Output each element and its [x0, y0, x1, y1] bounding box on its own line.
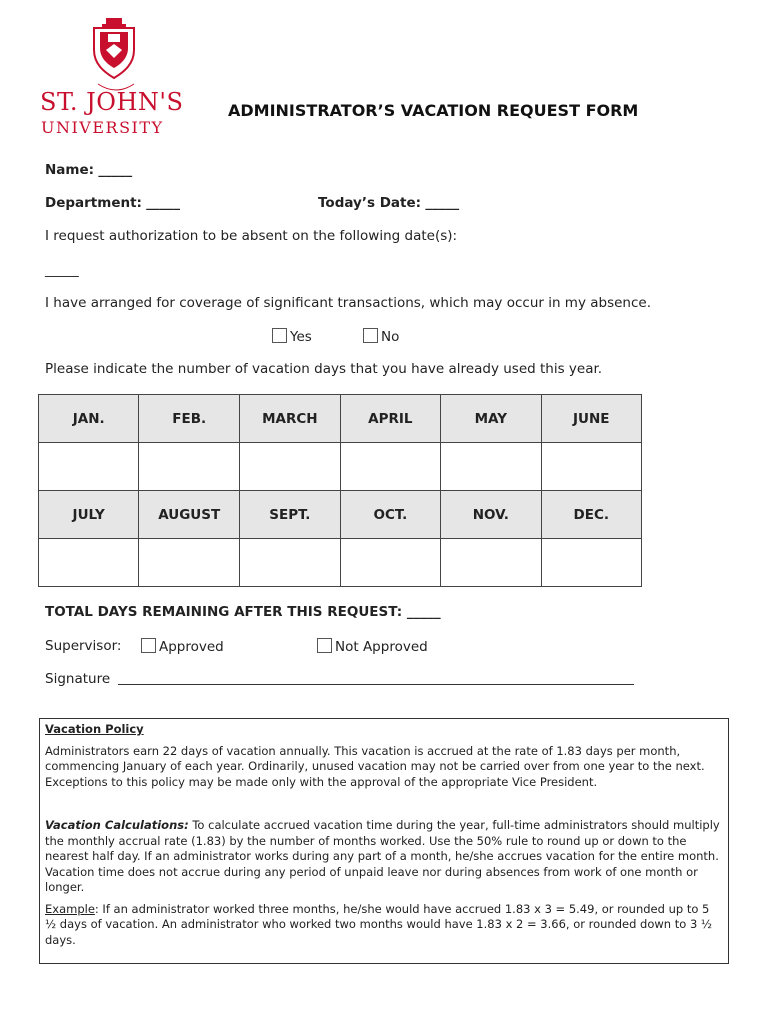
name-input[interactable]: _____	[98, 162, 133, 178]
month-input-jun[interactable]	[541, 443, 641, 491]
approved-label: Approved	[159, 639, 224, 655]
coverage-text: I have arranged for coverage of significant transactions, which may occur in my absence.	[45, 295, 651, 311]
month-input-aug[interactable]	[139, 539, 240, 587]
coverage-yes-option[interactable]	[272, 328, 312, 345]
total-remaining-row	[45, 604, 441, 620]
supervisor-label: Supervisor:	[45, 638, 122, 654]
calculations-paragraph	[45, 818, 723, 896]
university-crest-icon	[88, 18, 140, 82]
month-input-dec[interactable]	[541, 539, 641, 587]
table-row	[39, 443, 642, 491]
vacation-days-table	[38, 394, 642, 587]
not-approved-label: Not Approved	[335, 639, 428, 655]
policy-heading: Vacation Policy	[45, 722, 144, 736]
month-input-jan[interactable]	[39, 443, 139, 491]
month-input-oct[interactable]	[340, 539, 440, 587]
month-input-jul[interactable]	[39, 539, 139, 587]
coverage-no-option[interactable]	[363, 328, 399, 345]
approved-option[interactable]	[141, 638, 224, 655]
example-heading: Example	[45, 901, 95, 916]
vacation-policy-box	[39, 718, 729, 964]
table-row	[39, 539, 642, 587]
month-input-feb[interactable]	[139, 443, 240, 491]
month-header-jan: JAN.	[39, 395, 139, 443]
month-header-apr: APRIL	[340, 395, 440, 443]
month-input-nov[interactable]	[441, 539, 541, 587]
calculations-text: To calculate accrued vacation time during the year, full-time administrators should multiply the monthly accrual rate (1.83) by the number of months worked. Use the 50% rule to round up or down to the nearest half day. If an administrator works during any part of a month, he/she accrues vacation for the entire month. Vacation time does not accrue during any period of unpaid leave nor during absences from work of one month or longer.	[45, 818, 720, 894]
month-header-sep: SEPT.	[240, 491, 341, 539]
month-header-feb: FEB.	[139, 395, 240, 443]
table-row	[39, 395, 642, 443]
table-row	[39, 491, 642, 539]
department-input[interactable]: _____	[146, 195, 180, 211]
month-header-aug: AUGUST	[139, 491, 240, 539]
total-remaining-label: TOTAL DAYS REMAINING AFTER THIS REQUEST:	[45, 604, 403, 620]
month-header-nov: NOV.	[441, 491, 541, 539]
month-input-mar[interactable]	[240, 443, 341, 491]
month-input-sep[interactable]	[240, 539, 341, 587]
name-field-row	[45, 162, 132, 178]
date-field-row	[318, 195, 459, 211]
vacation-used-text: Please indicate the number of vacation days that you have already used this year.	[45, 361, 603, 377]
calculations-heading: Vacation Calculations:	[45, 818, 189, 832]
logo-text-line2: UNIVERSITY	[41, 118, 164, 137]
form-title: ADMINISTRATOR’S VACATION REQUEST FORM	[228, 101, 639, 120]
request-text: I request authorization to be absent on the following date(s):	[45, 228, 458, 244]
not-approved-option[interactable]	[317, 638, 428, 655]
signature-label: Signature	[45, 671, 111, 687]
name-label: Name:	[45, 162, 95, 178]
date-input[interactable]: _____	[425, 195, 460, 211]
month-input-may[interactable]	[441, 443, 541, 491]
signature-line[interactable]	[118, 684, 634, 685]
coverage-yes-label: Yes	[290, 329, 312, 345]
department-field-row	[45, 195, 180, 211]
month-header-jun: JUNE	[541, 395, 641, 443]
example-text: : If an administrator worked three months, he/she would have accrued 1.83 x 3 = 5.49, or rounded up to 5 ½ days of vacation. An administrator who worked two months would have 1.83 x 2 = 3.66, or rounded down to 3 ½ days.	[45, 901, 713, 947]
date-label: Today’s Date:	[318, 195, 422, 211]
logo-text-line1: ST. JOHN'S	[40, 88, 184, 116]
month-header-oct: OCT.	[340, 491, 440, 539]
not-approved-checkbox[interactable]	[317, 638, 332, 653]
request-dates-input[interactable]: _____	[45, 262, 79, 278]
policy-paragraph: Administrators earn 22 days of vacation annually. This vacation is accrued at the rate of 1.83 days per month, commencing January of each year. Ordinarily, unused vacation may not be carried over from one year to the next. Exceptions to this policy may be made only with the approval of the appropriate Vice President.	[45, 743, 705, 789]
university-logo	[40, 16, 184, 144]
month-header-mar: MARCH	[240, 395, 341, 443]
department-label: Department:	[45, 195, 142, 211]
coverage-yes-checkbox[interactable]	[272, 328, 287, 343]
month-header-dec: DEC.	[541, 491, 641, 539]
coverage-no-label: No	[381, 329, 400, 345]
example-paragraph	[45, 902, 723, 949]
month-input-apr[interactable]	[340, 443, 440, 491]
total-remaining-input[interactable]: _____	[406, 604, 441, 620]
coverage-no-checkbox[interactable]	[363, 328, 378, 343]
approved-checkbox[interactable]	[141, 638, 156, 653]
month-header-jul: JULY	[39, 491, 139, 539]
month-header-may: MAY	[441, 395, 541, 443]
